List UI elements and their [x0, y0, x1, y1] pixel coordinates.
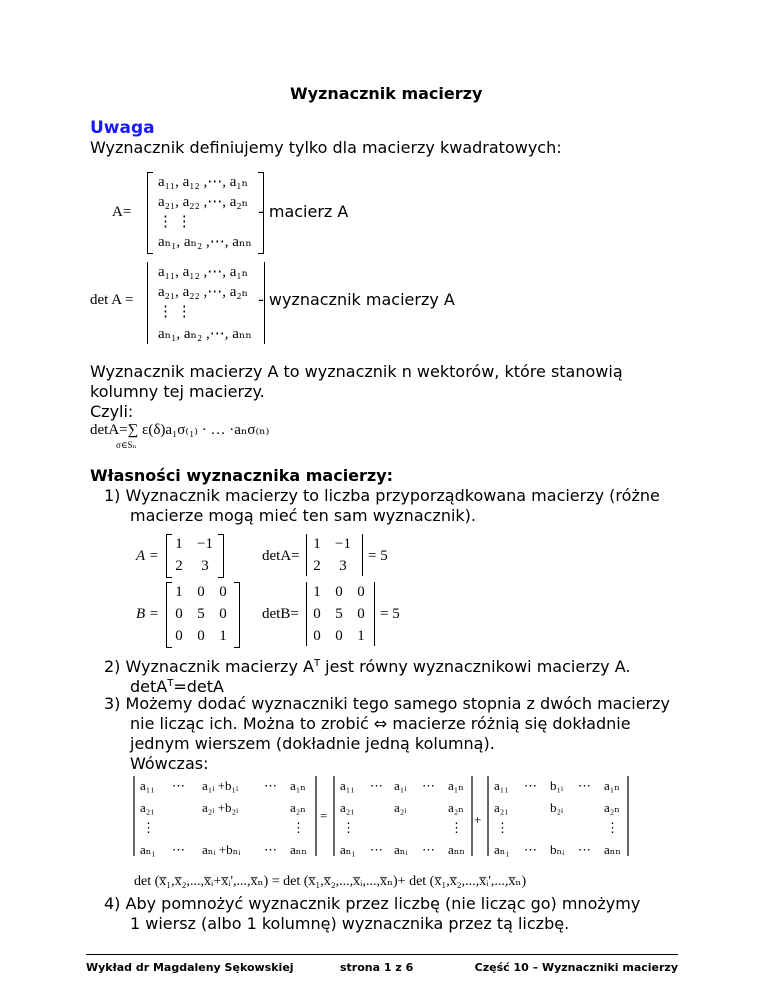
svg-text:⋮: ⋮ — [292, 820, 305, 835]
example-deta-label: detA= — [262, 548, 300, 564]
svg-text:a₁ᵢ +b₁ᵢ: a₁ᵢ +b₁ᵢ — [202, 778, 239, 793]
svg-text:⋯: ⋯ — [524, 842, 537, 857]
svg-text:⋯: ⋯ — [370, 842, 383, 857]
svg-text:a₁ᵢ: a₁ᵢ — [394, 778, 407, 793]
svg-text:=: = — [320, 808, 328, 823]
svg-text:a₁ₙ: a₁ₙ — [448, 778, 464, 793]
svg-text:a₁ₙ: a₁ₙ — [290, 778, 306, 793]
example-deta-cell: −1 — [335, 536, 351, 552]
example-deta-cell: 1 — [313, 536, 321, 552]
svg-text:⋮: ⋮ — [450, 820, 463, 835]
svg-text:a₂₁: a₂₁ — [340, 800, 355, 815]
svg-text:⋯: ⋯ — [370, 778, 383, 793]
det-a-row-4: aₙ₁, aₙ₂ ,⋯, aₙₙ — [158, 326, 252, 342]
matrix-a-row-4: aₙ₁, aₙ₂ ,⋯, aₙₙ — [158, 234, 252, 250]
example-b-right-bracket — [234, 582, 240, 648]
det-a-caption: - wyznacznik macierzy A — [258, 290, 455, 309]
example-detb-cell: 0 — [357, 584, 365, 600]
property-4-line-1: 4) Aby pomnożyć wyznacznik przez liczbę (nie licząc go) mnożymy — [104, 894, 641, 913]
svg-text:a₁₁: a₁₁ — [340, 778, 355, 793]
footer-section: Część 10 – Wyznaczniki macierzy — [474, 961, 678, 974]
svg-text:aₙₙ: aₙₙ — [604, 842, 622, 857]
svg-text:⋮: ⋮ — [142, 820, 155, 835]
svg-text:aₙᵢ +bₙᵢ: aₙᵢ +bₙᵢ — [202, 842, 241, 857]
svg-text:b₂ᵢ: b₂ᵢ — [550, 800, 564, 815]
example-a-cell: −1 — [197, 536, 213, 552]
det-left-bar — [147, 262, 148, 344]
determinant-sum-formula: det (x̅₁,x̅₂,...,x̅ᵢ+x̅ᵢ',...,x̅ₙ) = det (x̅₁,x̅₂,...,x̅ᵢ,...,x̅ₙ)+ det (x̅₁,x̅₂,...,x̅ᵢ',...,x̅ₙ) — [134, 874, 527, 889]
svg-text:⋯: ⋯ — [578, 842, 591, 857]
matrix-left-bracket — [147, 172, 153, 254]
property-3-line-1: 3) Możemy dodać wyznaczniki tego samego stopnia z dwóch macierzy — [104, 694, 670, 713]
svg-text:a₁ₙ: a₁ₙ — [604, 778, 620, 793]
property-3-line-2: nie licząc ich. Można to zrobić ⇔ macierze różnią się dokładnie — [130, 714, 631, 733]
svg-text:a₂ₙ: a₂ₙ — [290, 800, 306, 815]
svg-text:aₙ₁: aₙ₁ — [140, 842, 156, 857]
svg-text:⋯: ⋯ — [172, 778, 185, 793]
example-deta-cell: 3 — [339, 558, 347, 574]
property-2-formula-a: detA — [130, 677, 168, 696]
example-b-cell: 1 — [219, 628, 227, 644]
svg-text:⋮: ⋮ — [496, 820, 509, 835]
paragraph-line-3: Czyli: — [90, 402, 134, 421]
svg-text:a₂₁: a₂₁ — [140, 800, 155, 815]
example-deta-result: = 5 — [368, 548, 388, 564]
svg-text:aₙₙ: aₙₙ — [290, 842, 308, 857]
svg-text:a₁₁: a₁₁ — [494, 778, 509, 793]
transpose-superscript: T — [167, 678, 174, 689]
intro-text: Wyznacznik definiujemy tylko dla macierzy kwadratowych: — [90, 138, 562, 157]
svg-text:a₂ₙ: a₂ₙ — [448, 800, 464, 815]
example-b-cell: 0 — [175, 606, 183, 622]
example-detb-cell: 1 — [357, 628, 365, 644]
example-detb-label: detB= — [262, 606, 299, 622]
svg-text:aₙ₁: aₙ₁ — [340, 842, 356, 857]
svg-text:⋯: ⋯ — [578, 778, 591, 793]
paragraph-line-1: Wyznacznik macierzy A to wyznacznik n wektorów, które stanowią — [90, 362, 623, 381]
example-detb-cell: 1 — [313, 584, 321, 600]
property-4-line-2: 1 wiersz (albo 1 kolumnę) wyznacznika przez tą liczbę. — [130, 914, 570, 933]
footer-page-number: strona 1 z 6 — [340, 961, 414, 974]
svg-text:⋮: ⋮ — [342, 820, 355, 835]
svg-text:⋯: ⋯ — [172, 842, 185, 857]
property-1-line-2: macierze mogą mieć ten sam wyznacznik). — [130, 506, 476, 525]
matrix-a-row-2: a₂₁, a₂₂ ,⋯, a₂ₙ — [158, 194, 249, 210]
example-detb-cell: 0 — [335, 628, 343, 644]
example-b-cell: 0 — [219, 584, 227, 600]
example-detb-cell: 0 — [335, 584, 343, 600]
example-detb-right-bar — [374, 582, 375, 646]
example-a-right-bracket — [218, 534, 224, 578]
example-b-cell: 0 — [197, 584, 205, 600]
matrix-a-row-1: a₁₁, a₁₂ ,⋯, a₁ₙ — [158, 174, 249, 190]
svg-text:⋮: ⋮ — [606, 820, 619, 835]
sum-formula: detA=∑ ε(δ)a₁σ₍₁₎ · … ·aₙσ₍ₙ₎ — [90, 422, 270, 438]
sum-formula-subscript: σ∈Sₙ — [116, 440, 137, 450]
property-2-formula-b: =detA — [173, 677, 224, 696]
svg-text:+: + — [474, 812, 482, 827]
paragraph-line-2: kolumny tej macierzy. — [90, 382, 265, 401]
example-b-cell: 1 — [175, 584, 183, 600]
svg-text:⋯: ⋯ — [422, 778, 435, 793]
property-2-text-b: jest równy wyznacznikowi macierzy A. — [320, 657, 631, 676]
determinant-sum-diagram — [130, 772, 690, 862]
example-b-cell: 0 — [175, 628, 183, 644]
example-b-cell: 0 — [219, 606, 227, 622]
matrix-a-caption: - macierz A — [258, 202, 349, 221]
example-deta-right-bar — [362, 534, 363, 576]
svg-text:a₂ₙ: a₂ₙ — [604, 800, 620, 815]
property-3-line-3: jednym wierszem (dokładnie jedną kolumną). — [130, 734, 495, 753]
example-b-cell: 5 — [197, 606, 205, 622]
svg-text:b₁ᵢ: b₁ᵢ — [550, 778, 564, 793]
example-detb-cell: 5 — [335, 606, 343, 622]
svg-text:⋯: ⋯ — [524, 778, 537, 793]
example-detb-cell: 0 — [357, 606, 365, 622]
det-a-row-1: a₁₁, a₁₂ ,⋯, a₁ₙ — [158, 264, 249, 280]
page-footer — [86, 954, 678, 979]
property-3-line-4: Wówczas: — [130, 754, 209, 773]
example-detb-cell: 0 — [313, 606, 321, 622]
note-heading: Uwaga — [90, 118, 155, 138]
property-1-line-1: 1) Wyznacznik macierzy to liczba przyporządkowana macierzy (różne — [104, 486, 660, 505]
det-a-row-3: ⋮ ⋮ — [158, 304, 192, 320]
footer-author: Wykład dr Magdaleny Sękowskiej — [86, 961, 294, 974]
svg-text:aₙₙ: aₙₙ — [448, 842, 466, 857]
example-b-label: B = — [136, 606, 160, 622]
matrix-a-row-3: ⋮ ⋮ — [158, 214, 192, 230]
svg-text:a₂ᵢ: a₂ᵢ — [394, 800, 407, 815]
svg-text:bₙᵢ: bₙᵢ — [550, 842, 565, 857]
svg-text:⋯: ⋯ — [422, 842, 435, 857]
page-title: Wyznacznik macierzy — [290, 84, 483, 103]
example-a-cell: 2 — [175, 558, 183, 574]
svg-text:⋯: ⋯ — [264, 842, 277, 857]
property-2-text-a: 2) Wyznacznik macierzy A — [104, 657, 314, 676]
example-a-label: A = — [136, 548, 159, 564]
example-b-cell: 0 — [197, 628, 205, 644]
svg-text:a₁₁: a₁₁ — [140, 778, 155, 793]
properties-heading: Własności wyznacznika macierzy: — [90, 466, 394, 485]
transpose-superscript: T — [313, 658, 321, 669]
example-detb-cell: 0 — [313, 628, 321, 644]
svg-text:aₙᵢ: aₙᵢ — [394, 842, 408, 857]
example-detb-result: = 5 — [380, 606, 400, 622]
svg-text:⋯: ⋯ — [264, 778, 277, 793]
svg-text:aₙ₁: aₙ₁ — [494, 842, 510, 857]
svg-text:a₂₁: a₂₁ — [494, 800, 509, 815]
svg-text:a₂ᵢ +b₂ᵢ: a₂ᵢ +b₂ᵢ — [202, 800, 239, 815]
example-deta-cell: 2 — [313, 558, 321, 574]
example-a-cell: 3 — [201, 558, 209, 574]
example-a-cell: 1 — [175, 536, 183, 552]
det-a-label: det A = — [90, 292, 134, 308]
matrix-a-label: A= — [112, 204, 132, 220]
det-a-row-2: a₂₁, a₂₂ ,⋯, a₂ₙ — [158, 284, 249, 300]
